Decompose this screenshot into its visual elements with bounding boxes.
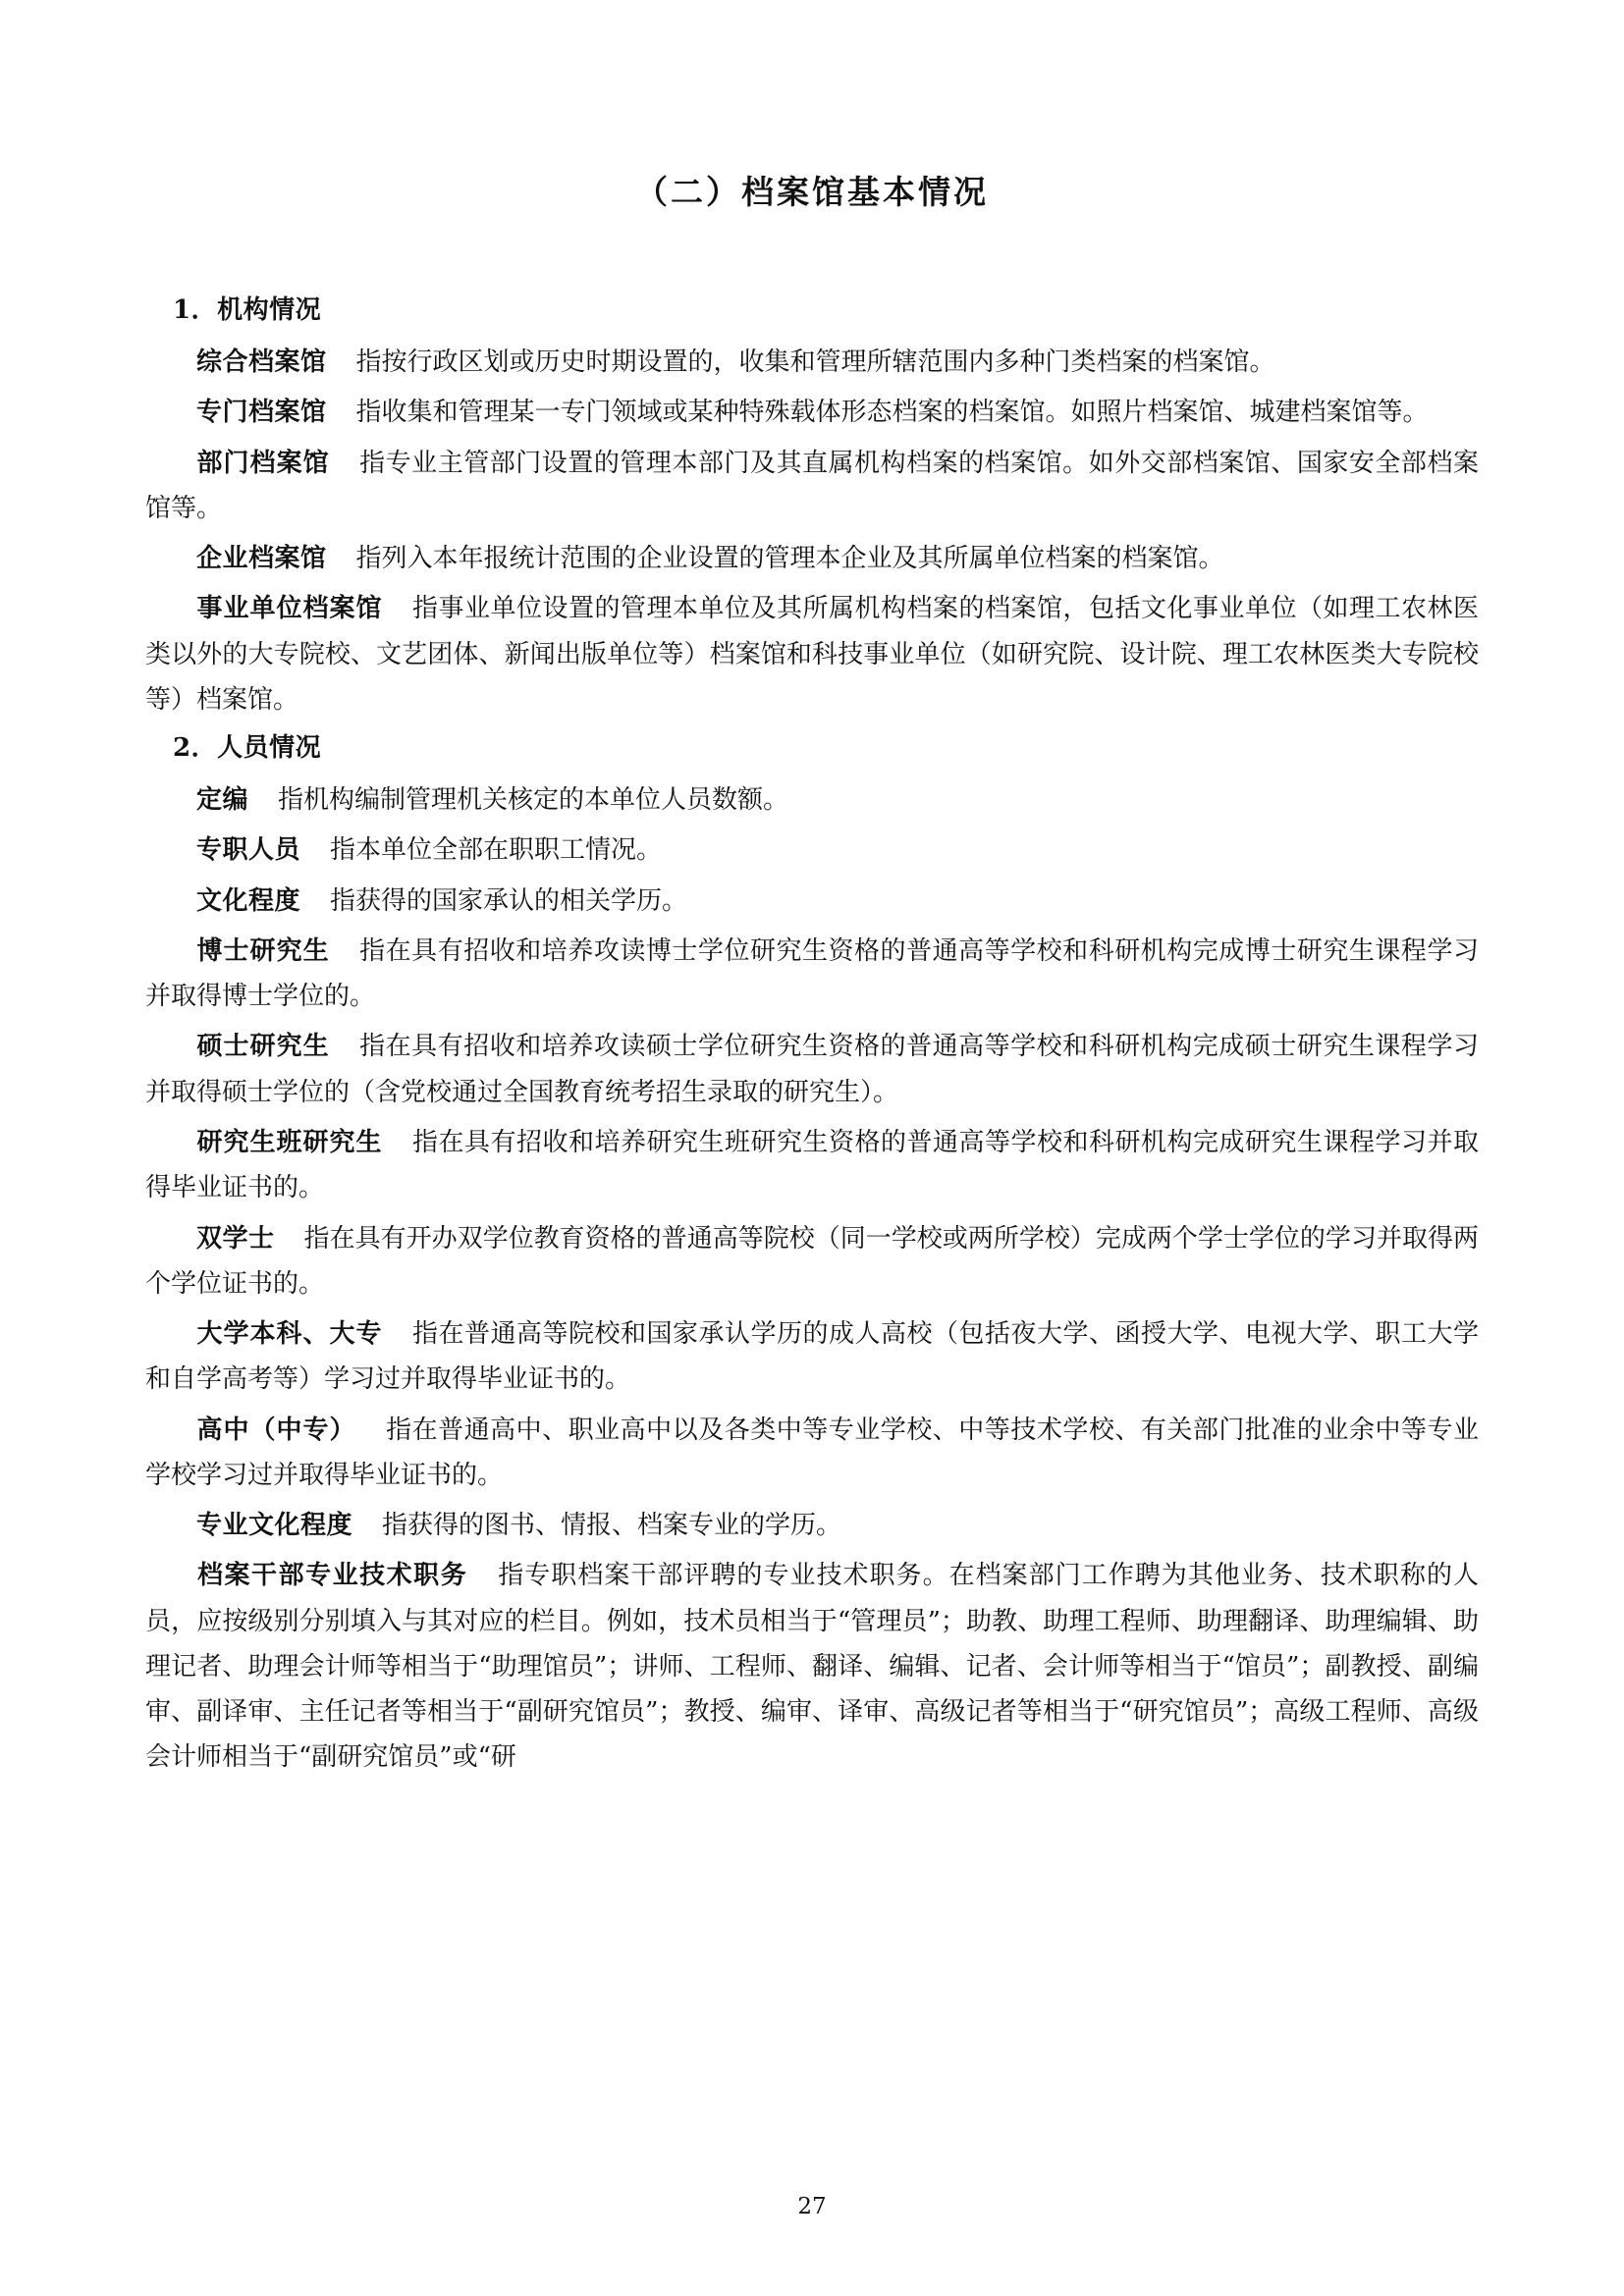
term-definition: 指在具有开办双学位教育资格的普通高等院校（同一学校或两所学校）完成两个学士学位的学习并取得两个学位证书的。 <box>145 1223 1479 1299</box>
term-definition: 指机构编制管理机关核定的本单位人员数额。 <box>278 785 789 816</box>
term-label: 事业单位档案馆 <box>196 594 383 624</box>
term-definition: 指获得的国家承认的相关学历。 <box>330 885 688 916</box>
term-label: 文化程度 <box>196 885 301 916</box>
term-definition: 指事业单位设置的管理本单位及其所属机构档案的档案馆，包括文化事业单位（如理工农林医类以外的大专院校、文艺团体、新闻出版单位等）档案馆和科技事业单位（如研究院、设计院、理工农林医类大专院校等）档案馆。 <box>145 594 1479 715</box>
term-label: 企业档案馆 <box>196 544 327 574</box>
term-label: 部门档案馆 <box>196 448 330 478</box>
term-label: 专职人员 <box>196 835 301 866</box>
term-label: 研究生班研究生 <box>196 1127 383 1157</box>
section-heading: 2．人员情况 <box>173 733 322 764</box>
definition-entry <box>145 1408 1479 1499</box>
term-definition: 指在具有招收和培养研究生班研究生资格的普通高等学校和科研机构完成研究生课程学习并取得毕业证书的。 <box>145 1127 1479 1203</box>
definition-entry <box>145 536 1479 581</box>
term-label: 专门档案馆 <box>196 398 327 428</box>
definition-entry <box>145 340 1479 385</box>
term-label: 综合档案馆 <box>196 347 327 377</box>
page-title: （二）档案馆基本情况 <box>635 173 989 211</box>
term-label: 档案干部专业技术职务 <box>196 1561 468 1591</box>
definition-entry <box>145 586 1479 722</box>
term-definition: 指获得的图书、情报、档案专业的学历。 <box>382 1511 842 1541</box>
section-personnel <box>145 727 1479 1781</box>
term-label: 专业文化程度 <box>196 1511 353 1541</box>
term-definition: 指列入本年报统计范围的企业设置的管理本企业及其所属单位档案的档案馆。 <box>355 544 1224 574</box>
definition-entry <box>145 929 1479 1020</box>
definition-entry <box>145 828 1479 873</box>
section-organization <box>145 290 1479 722</box>
term-definition: 指专职档案干部评聘的专业技术职务。在档案部门工作聘为其他业务、技术职称的人员，应按级别分别填入与其对应的栏目。例如，技术员相当于“管理员”；助教、助理工程师、助理翻译、助理编辑、助理记者、助理会计师等相当于“助理馆员”；讲师、工程师、翻译、编辑、记者、会计师等相当于“馆员”；副教授、副编审、副译审、主任记者等相当于“副研究馆员”；教授、编审、译审、高级记者等相当于“研究馆员”；高级工程师、高级会计师相当于“副研究馆员”或“研 <box>145 1561 1479 1773</box>
definition-entry <box>145 1216 1479 1308</box>
term-definition: 指在具有招收和培养攻读硕士学位研究生资格的普通高等学校和科研机构完成硕士研究生课程学习并取得硕士学位的（含党校通过全国教育统考招生录取的研究生）。 <box>145 1032 1479 1107</box>
definition-entry <box>145 1024 1479 1115</box>
section-heading: 1．机构情况 <box>173 295 322 325</box>
term-definition: 指收集和管理某一专门领域或某种特殊载体形态档案的档案馆。如照片档案馆、城建档案馆等。 <box>355 398 1429 428</box>
term-definition: 指在具有招收和培养攻读博士学位研究生资格的普通高等学校和科研机构完成博士研究生课程学习并取得博士学位的。 <box>145 935 1479 1012</box>
definition-entry <box>145 441 1479 532</box>
definition-entry <box>145 1553 1479 1780</box>
term-label: 大学本科、大专 <box>196 1319 383 1350</box>
term-label: 硕士研究生 <box>196 1032 330 1062</box>
term-label: 定编 <box>196 785 249 816</box>
term-definition: 指本单位全部在职职工情况。 <box>330 835 663 866</box>
term-definition: 指在普通高中、职业高中以及各类中等专业学校、中等技术学校、有关部门批准的业余中等专业学校学习过并取得毕业证书的。 <box>145 1415 1479 1490</box>
definition-entry <box>145 1311 1479 1403</box>
term-label: 双学士 <box>196 1223 275 1254</box>
term-definition: 指在普通高等院校和国家承认学历的成人高校（包括夜大学、函授大学、电视大学、职工大学和自学高考等）学习过并取得毕业证书的。 <box>145 1319 1479 1395</box>
term-definition: 指按行政区划或历史时期设置的，收集和管理所辖范围内多种门类档案的档案馆。 <box>355 347 1275 377</box>
definition-entry <box>145 1120 1479 1211</box>
definition-entry <box>145 390 1479 435</box>
term-definition: 指专业主管部门设置的管理本部门及其直属机构档案的档案馆。如外交部档案馆、国家安全部档案馆等。 <box>145 448 1479 523</box>
page-number: 27 <box>797 2194 827 2219</box>
term-label: 高中（中专） <box>196 1415 356 1445</box>
definition-entry <box>145 879 1479 924</box>
definition-entry <box>145 1503 1479 1548</box>
term-label: 博士研究生 <box>196 935 330 966</box>
definition-entry <box>145 777 1479 823</box>
